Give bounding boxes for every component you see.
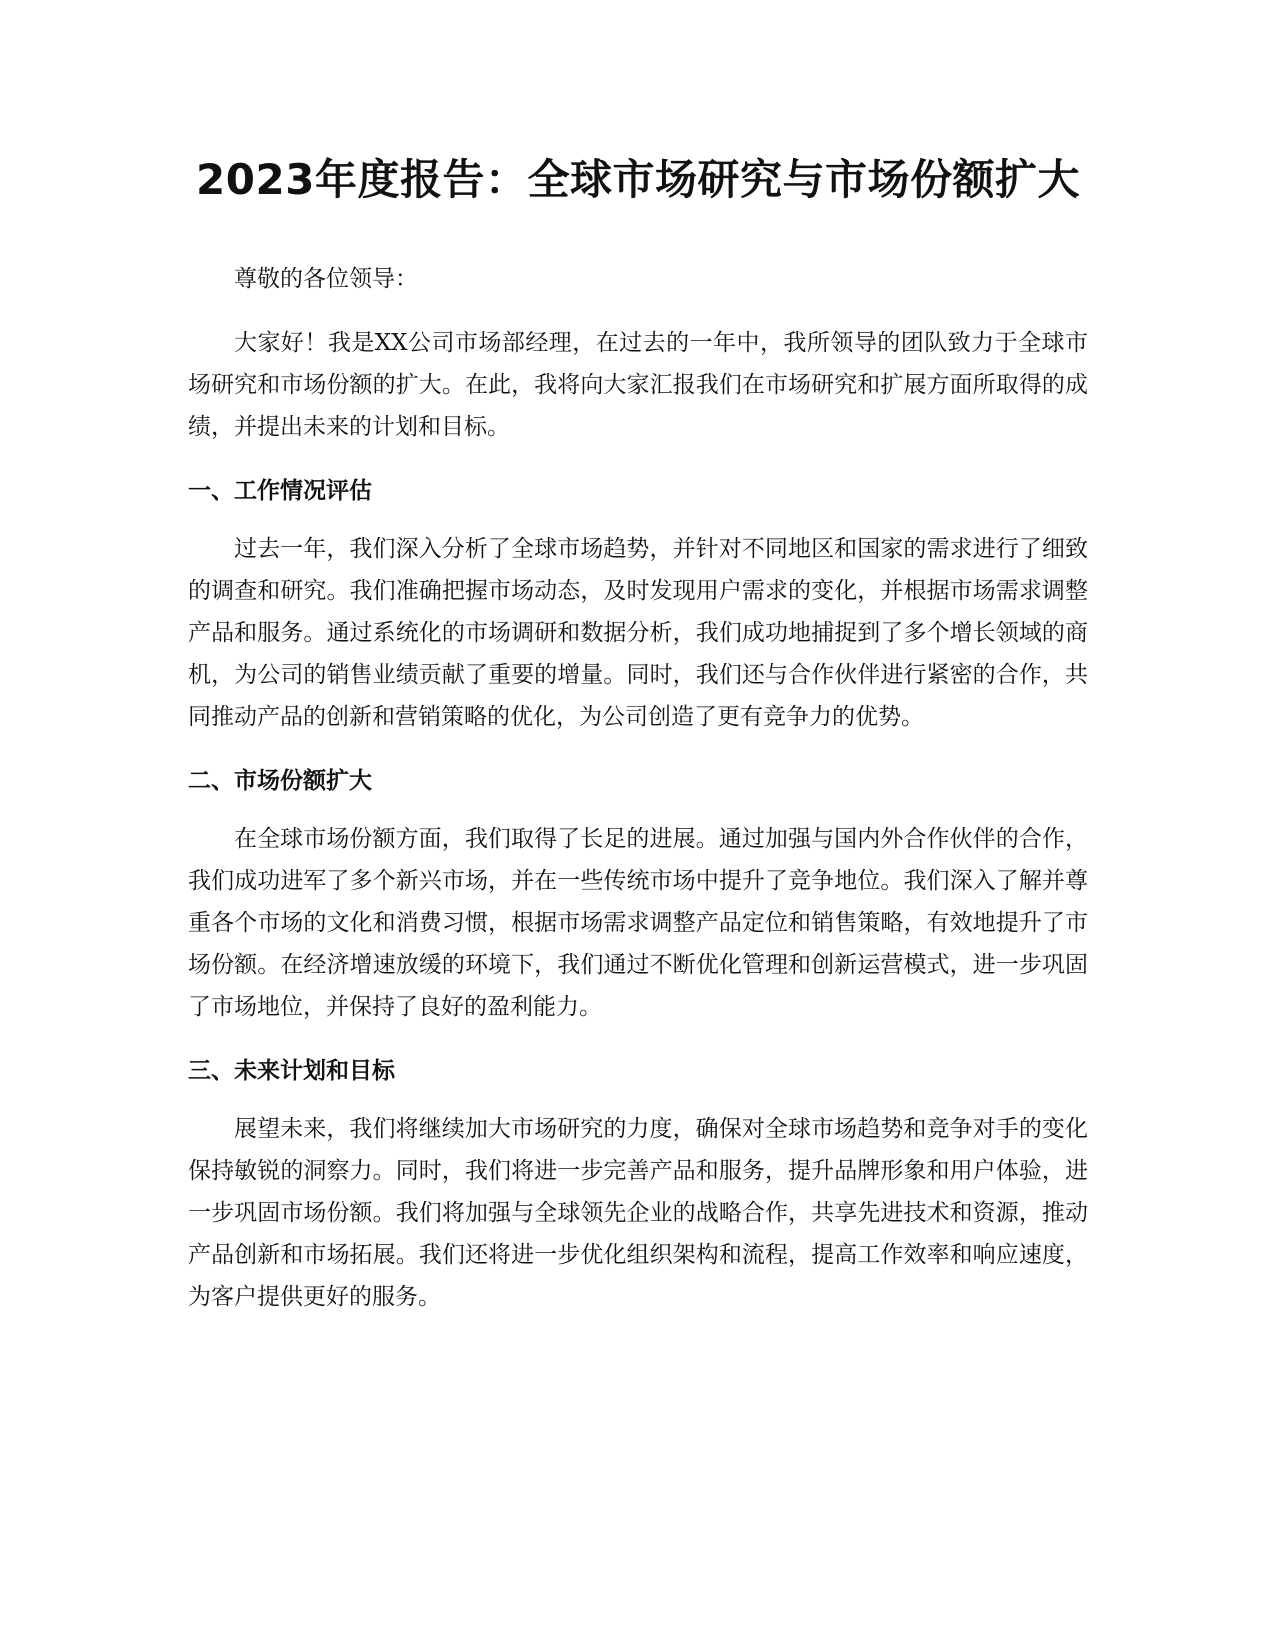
document-page <box>188 140 1088 1318</box>
section-body-market-share: 在全球市场份额方面，我们取得了长足的进展。通过加强与国内外合作伙伴的合作，我们成功进军了多个新兴市场，并在一些传统市场中提升了竞争地位。我们深入了解并尊重各个市场的文化和消费习惯，根据市场需求调整产品定位和销售策略，有效地提升了市场份额。在经济增速放缓的环境下，我们通过不断优化管理和创新运营模式，进一步巩固了市场地位，并保持了良好的盈利能力。 <box>188 826 1088 1020</box>
section-heading-future-plans: 三、未来计划和目标 <box>188 1058 395 1084</box>
section-body-future-plans: 展望未来，我们将继续加大市场研究的力度，确保对全球市场趋势和竞争对手的变化保持敏锐的洞察力。同时，我们将进一步完善产品和服务，提升品牌形象和用户体验，进一步巩固市场份额。我们将加强与全球领先企业的战略合作，共享先进技术和资源，推动产品创新和市场拓展。我们还将进一步优化组织架构和流程，提高工作效率和响应速度，为客户提供更好的服务。 <box>188 1116 1088 1310</box>
section-heading-market-share: 二、市场份额扩大 <box>188 768 372 794</box>
salutation: 尊敬的各位领导： <box>234 266 418 292</box>
intro-paragraph: 大家好！我是XX公司市场部经理，在过去的一年中，我所领导的团队致力于全球市场研究和市场份额的扩大。在此，我将向大家汇报我们在市场研究和扩展方面所取得的成绩，并提出未来的计划和目标。 <box>188 330 1088 440</box>
section-heading-work-assessment: 一、工作情况评估 <box>188 478 372 504</box>
section-body-work-assessment: 过去一年，我们深入分析了全球市场趋势，并针对不同地区和国家的需求进行了细致的调查和研究。我们准确把握市场动态，及时发现用户需求的变化，并根据市场需求调整产品和服务。通过系统化的市场调研和数据分析，我们成功地捕捉到了多个增长领域的商机，为公司的销售业绩贡献了重要的增量。同时，我们还与合作伙伴进行紧密的合作，共同推动产品的创新和营销策略的优化，为公司创造了更有竞争力的优势。 <box>188 536 1088 730</box>
document-title: 2023年度报告：全球市场研究与市场份额扩大 <box>196 155 1080 204</box>
